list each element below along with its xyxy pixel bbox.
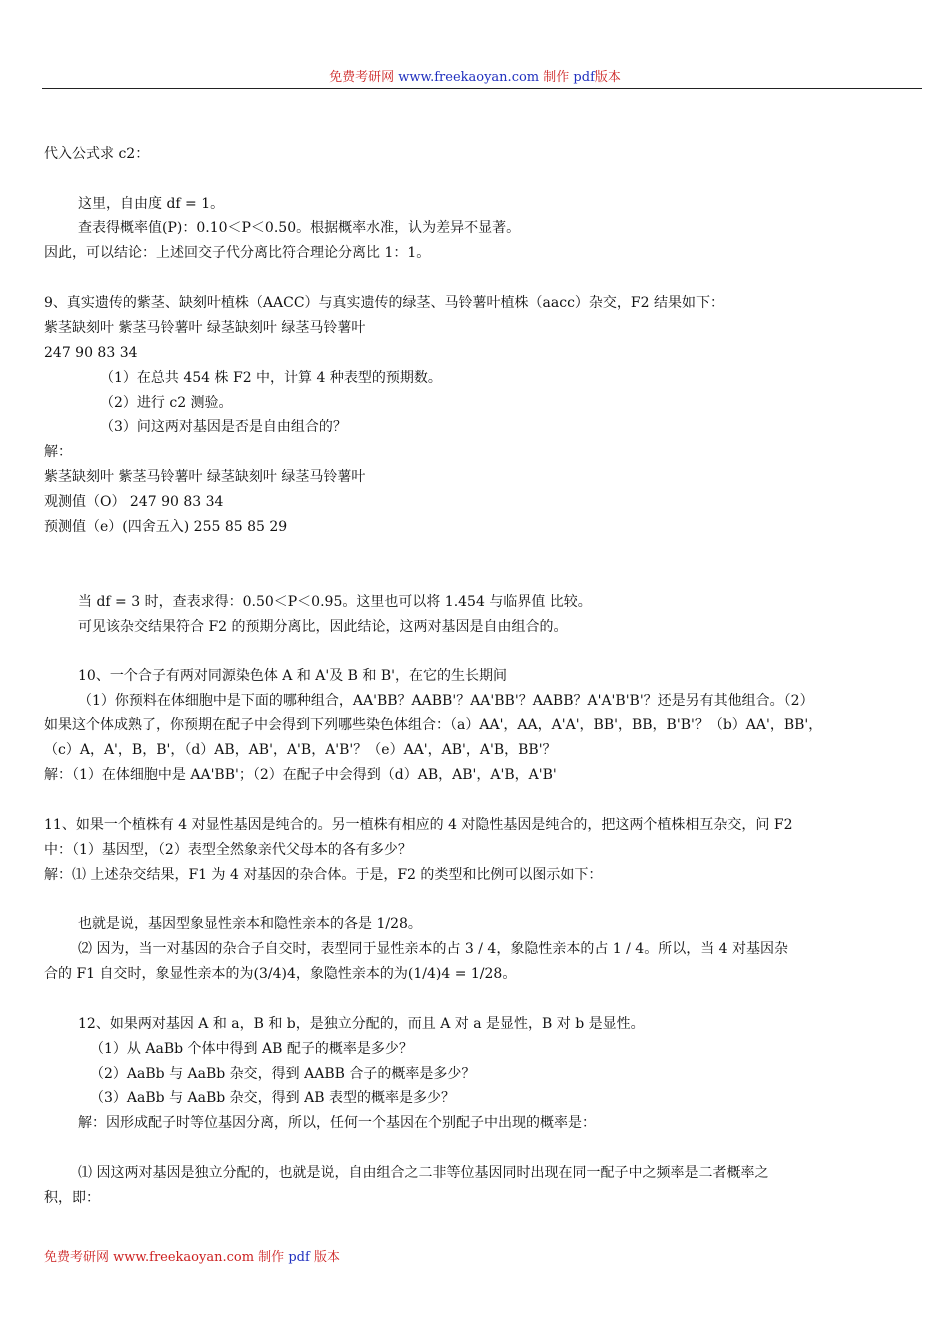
page-footer [44,1246,340,1265]
text-line: 如果这个体成熟了，你预期在配子中会得到下列哪些染色体组合：（a）AA'，AA，A'A'，BB'，BB，B'B'？（b）AA'，BB'， [44,717,823,733]
text-line: 解：（1）在体细胞中是 AA'BB'；（2）在配子中会得到（d）AB，AB'，A'B，A'B' [44,767,557,783]
text-line: （1）你预料在体细胞中是下面的哪种组合，AA'BB？AABB'？AA'BB'？AABB？A'A'B'B'？还是另有其他组合。（2） [78,693,814,709]
text-line: 也就是说，基因型象显性亲本和隐性亲本的各是 1/28。 [78,916,422,932]
text-line: 积，即： [44,1190,100,1206]
footer-url-link[interactable]: www.freekaoyan.com [113,1250,255,1265]
text-line: ⑴ 因这两对基因是独立分配的，也就是说，自由组合之二非等位基因同时出现在同一配子中之频率是二者概率之 [78,1165,769,1181]
text-line: 解：因形成配子时等位基因分离，所以，任何一个基因在个别配子中出现的概率是： [78,1115,596,1131]
footer-version: 版本 [313,1250,340,1265]
text-line: （2）AaBb 与 AaBb 杂交，得到 AABB 合子的概率是多少？ [90,1066,476,1082]
text-line: （2）进行 c2 测验。 [100,395,233,411]
text-line: 观测值（O） 247 90 83 34 [44,494,224,510]
text-line: 合的 F1 自交时，象显性亲本的为(3/4)4，象隐性亲本的为(1/4)4 = 1/28。 [44,966,517,982]
text-line: 解： [44,444,72,460]
question-9: 9、真实遗传的紫茎、缺刻叶植株（AACC）与真实遗传的绿茎、马铃薯叶植株（aacc）杂交，F2 结果如下： [44,295,724,311]
question-12: 12、如果两对基因 A 和 a，B 和 b，是独立分配的，而且 A 对 a 是显性，B 对 b 是显性。 [78,1016,645,1032]
text-line: 这里，自由度 df = 1。 [78,196,225,212]
text-line: 紫茎缺刻叶 紫茎马铃薯叶 绿茎缺刻叶 绿茎马铃薯叶 [44,469,366,485]
header-site-name: 免费考研网 [329,70,395,85]
header-pdf: pdf [573,70,595,85]
text-line: ⑵ 因为，当一对基因的杂合子自交时，表型同于显性亲本的占 3 / 4，象隐性亲本的占 1 / 4。所以，当 4 对基因杂 [78,941,789,957]
header-divider [42,88,922,89]
footer-site-name: 免费考研网 [44,1250,110,1265]
text-line: 紫茎缺刻叶 紫茎马铃薯叶 绿茎缺刻叶 绿茎马铃薯叶 [44,320,366,336]
text-line: 247 90 83 34 [44,345,138,361]
header-url-link[interactable]: www.freekaoyan.com [398,70,540,85]
text-line: 代入公式求 c2： [44,146,150,162]
text-line: （1）在总共 454 株 F2 中，计算 4 种表型的预期数。 [100,370,442,386]
header-version: 版本 [594,70,621,85]
text-line: 查表得概率值(P)：0.10＜P＜0.50。根据概率水准，认为差异不显著。 [78,220,521,236]
text-line: 可见该杂交结果符合 F2 的预期分离比，因此结论，这两对基因是自由组合的。 [78,619,568,635]
text-line: 因此，可以结论：上述回交子代分离比符合理论分离比 1：1。 [44,245,431,261]
footer-pdf: pdf [288,1250,310,1265]
page-header [0,66,950,85]
text-line: 当 df = 3 时，查表求得：0.50＜P＜0.95。这里也可以将 1.454 与临界值 比较。 [78,594,592,610]
text-line: （1）从 AaBb 个体中得到 AB 配子的概率是多少？ [90,1041,413,1057]
text-line: （c）A，A'，B，B'，（d）AB，AB'，A'B，A'B'？（e）AA'，AB'，A'B，BB'？ [44,742,557,758]
question-11: 11、如果一个植株有 4 对显性基因是纯合的。另一植株有相应的 4 对隐性基因是纯合的，把这两个植株相互杂交，问 F2 [44,817,793,833]
footer-made-by: 制作 [258,1250,285,1265]
text-line: 解：⑴ 上述杂交结果，F1 为 4 对基因的杂合体。于是，F2 的类型和比例可以图示如下： [44,867,603,883]
header-made-by: 制作 [543,70,570,85]
text-line: （3）AaBb 与 AaBb 杂交，得到 AB 表型的概率是多少？ [90,1090,455,1106]
text-line: （3）问这两对基因是否是自由组合的？ [100,419,347,435]
text-line: 中：（1）基因型，（2）表型全然象亲代父母本的各有多少？ [44,842,412,858]
question-10: 10、一个合子有两对同源染色体 A 和 A'及 B 和 B'，在它的生长期间 [78,668,508,684]
text-line: 预测值（e）(四舍五入) 255 85 85 29 [44,519,288,535]
